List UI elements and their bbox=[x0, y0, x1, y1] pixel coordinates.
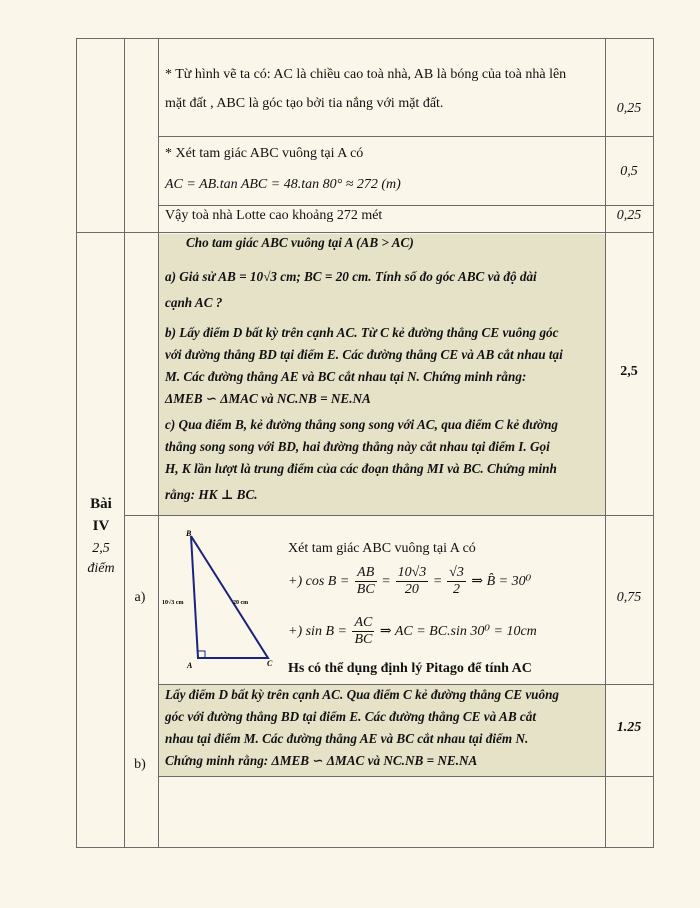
sin-num: AC bbox=[354, 615, 373, 631]
sub-label-b: b) bbox=[134, 757, 146, 772]
solution-a-cos-row bbox=[288, 564, 531, 600]
score-problem: 2,5 bbox=[620, 364, 638, 379]
problem-c-line-2: thẳng song song với BD, hai đường thẳng này cắt nhau tại điểm I. Gọi bbox=[165, 439, 550, 454]
cos-num-2: 10√3 bbox=[397, 565, 427, 581]
section-points-unit: điểm bbox=[87, 561, 115, 576]
top-line-1: * Từ hình vẽ ta có: AC là chiều cao toà nhà, AB là bóng của toà nhà lên bbox=[165, 67, 567, 82]
cos-num-1: AB bbox=[355, 565, 377, 582]
top-line-2: mặt đất , ABC là góc tạo bởi tia nắng với mặt đất. bbox=[165, 96, 444, 111]
section-title: Bài bbox=[90, 496, 112, 512]
row-divider-4 bbox=[124, 515, 653, 516]
vertex-a-label: A bbox=[187, 661, 193, 668]
score-solution-a: 0,75 bbox=[616, 590, 642, 605]
section-number: IV bbox=[92, 518, 110, 534]
solution-a-line-1: Xét tam giác ABC vuông tại A có bbox=[288, 541, 476, 556]
sin-frac bbox=[352, 615, 374, 648]
problem-c-line-4: rằng: HK ⊥ BC. bbox=[165, 487, 258, 502]
right-triangle-figure bbox=[160, 526, 280, 668]
score-top-2: 0,5 bbox=[620, 164, 638, 179]
cos-den-1: BC bbox=[356, 582, 375, 598]
vertex-b-label: B bbox=[186, 529, 192, 538]
vertex-c-label: C bbox=[267, 659, 273, 668]
row-divider-6 bbox=[158, 776, 653, 777]
problem-b-line-3: M. Các đường thẳng AE và BC cắt nhau tại N. Chứng minh rằng: bbox=[165, 369, 527, 384]
col-divider-2 bbox=[158, 39, 159, 847]
problem-b-line-1: b) Lấy điểm D bất kỳ trên cạnh AC. Từ C kẻ đường thẳng CE vuông góc bbox=[165, 325, 559, 340]
top-line-4: AC = AB.tan ABC = 48.tan 80° ≈ 272 (m) bbox=[165, 177, 401, 192]
cos-frac-3 bbox=[447, 565, 466, 598]
side-bc-label: 20 cm bbox=[233, 600, 249, 606]
problem-c-line-1: c) Qua điểm B, kẻ đường thẳng song song với AC, qua điểm C kẻ đường bbox=[165, 417, 559, 432]
solution-b-line-2: góc với đường thẳng BD tại điểm E. Các đường thẳng CE và AB cắt bbox=[165, 709, 537, 724]
col-divider-1 bbox=[124, 39, 125, 847]
problem-b-line-4: ΔMEB ∽ ΔMAC và NC.NB = NE.NA bbox=[165, 391, 371, 406]
eq-sign-2: = bbox=[433, 574, 442, 589]
row-divider-1 bbox=[158, 136, 653, 137]
triangle-shape bbox=[191, 536, 268, 658]
solution-b-line-1: Lấy điểm D bất kỳ trên cạnh AC. Qua điểm C kẻ đường thẳng CE vuông bbox=[165, 687, 560, 702]
sin-den: BC bbox=[354, 632, 373, 648]
problem-intro: Cho tam giác ABC vuông tại A (AB > AC) bbox=[186, 235, 414, 250]
score-solution-b: 1.25 bbox=[616, 720, 642, 735]
solution-a-sin-row bbox=[288, 614, 537, 650]
solution-b-line-4: Chứng minh rằng: ΔMEB ∽ ΔMAC và NC.NB = NE.NA bbox=[165, 753, 478, 768]
problem-c-line-3: H, K lần lượt là trung điểm của các đoạn thẳng MI và BC. Chứng minh bbox=[165, 461, 557, 476]
problem-a-line-2: cạnh AC ? bbox=[165, 295, 223, 310]
cos-den-3: 2 bbox=[453, 582, 461, 598]
solution-a-note: Hs có thể dụng định lý Pitago để tính AC bbox=[288, 661, 532, 676]
cos-prefix: +) cos B = bbox=[288, 574, 350, 589]
right-angle-mark bbox=[198, 651, 205, 658]
side-ab-label: 10√3 cm bbox=[162, 600, 184, 606]
top-line-3: * Xét tam giác ABC vuông tại A có bbox=[165, 146, 364, 161]
solution-b-line-3: nhau tại điểm M. Các đường thẳng AE và BC cắt nhau tại điểm N. bbox=[165, 731, 529, 746]
cos-frac-1 bbox=[355, 565, 377, 598]
problem-b-line-2: với đường thẳng BD tại điểm E. Các đường thẳng CE và AB cắt nhau tại bbox=[165, 347, 563, 362]
section-points: 2,5 bbox=[92, 541, 110, 556]
sub-label-a: a) bbox=[134, 590, 146, 605]
eq-sign-1: = bbox=[382, 574, 391, 589]
problem-a-line-1: a) Giả sử AB = 10√3 cm; BC = 20 cm. Tính số đo góc ABC và độ dài bbox=[165, 269, 537, 284]
sin-result: ⇒ AC = BC.sin 30⁰ = 10cm bbox=[379, 624, 537, 639]
cos-frac-2 bbox=[396, 565, 429, 598]
cos-result: ⇒ B̂ = 30⁰ bbox=[471, 574, 532, 589]
cos-num-3: √3 bbox=[449, 565, 464, 581]
cos-den-2: 20 bbox=[404, 582, 419, 598]
score-top-1: 0,25 bbox=[616, 101, 642, 116]
sin-prefix: +) sin B = bbox=[288, 624, 347, 639]
score-top-3: 0,25 bbox=[616, 208, 642, 223]
top-line-5: Vậy toà nhà Lotte cao khoảng 272 mét bbox=[165, 208, 383, 223]
